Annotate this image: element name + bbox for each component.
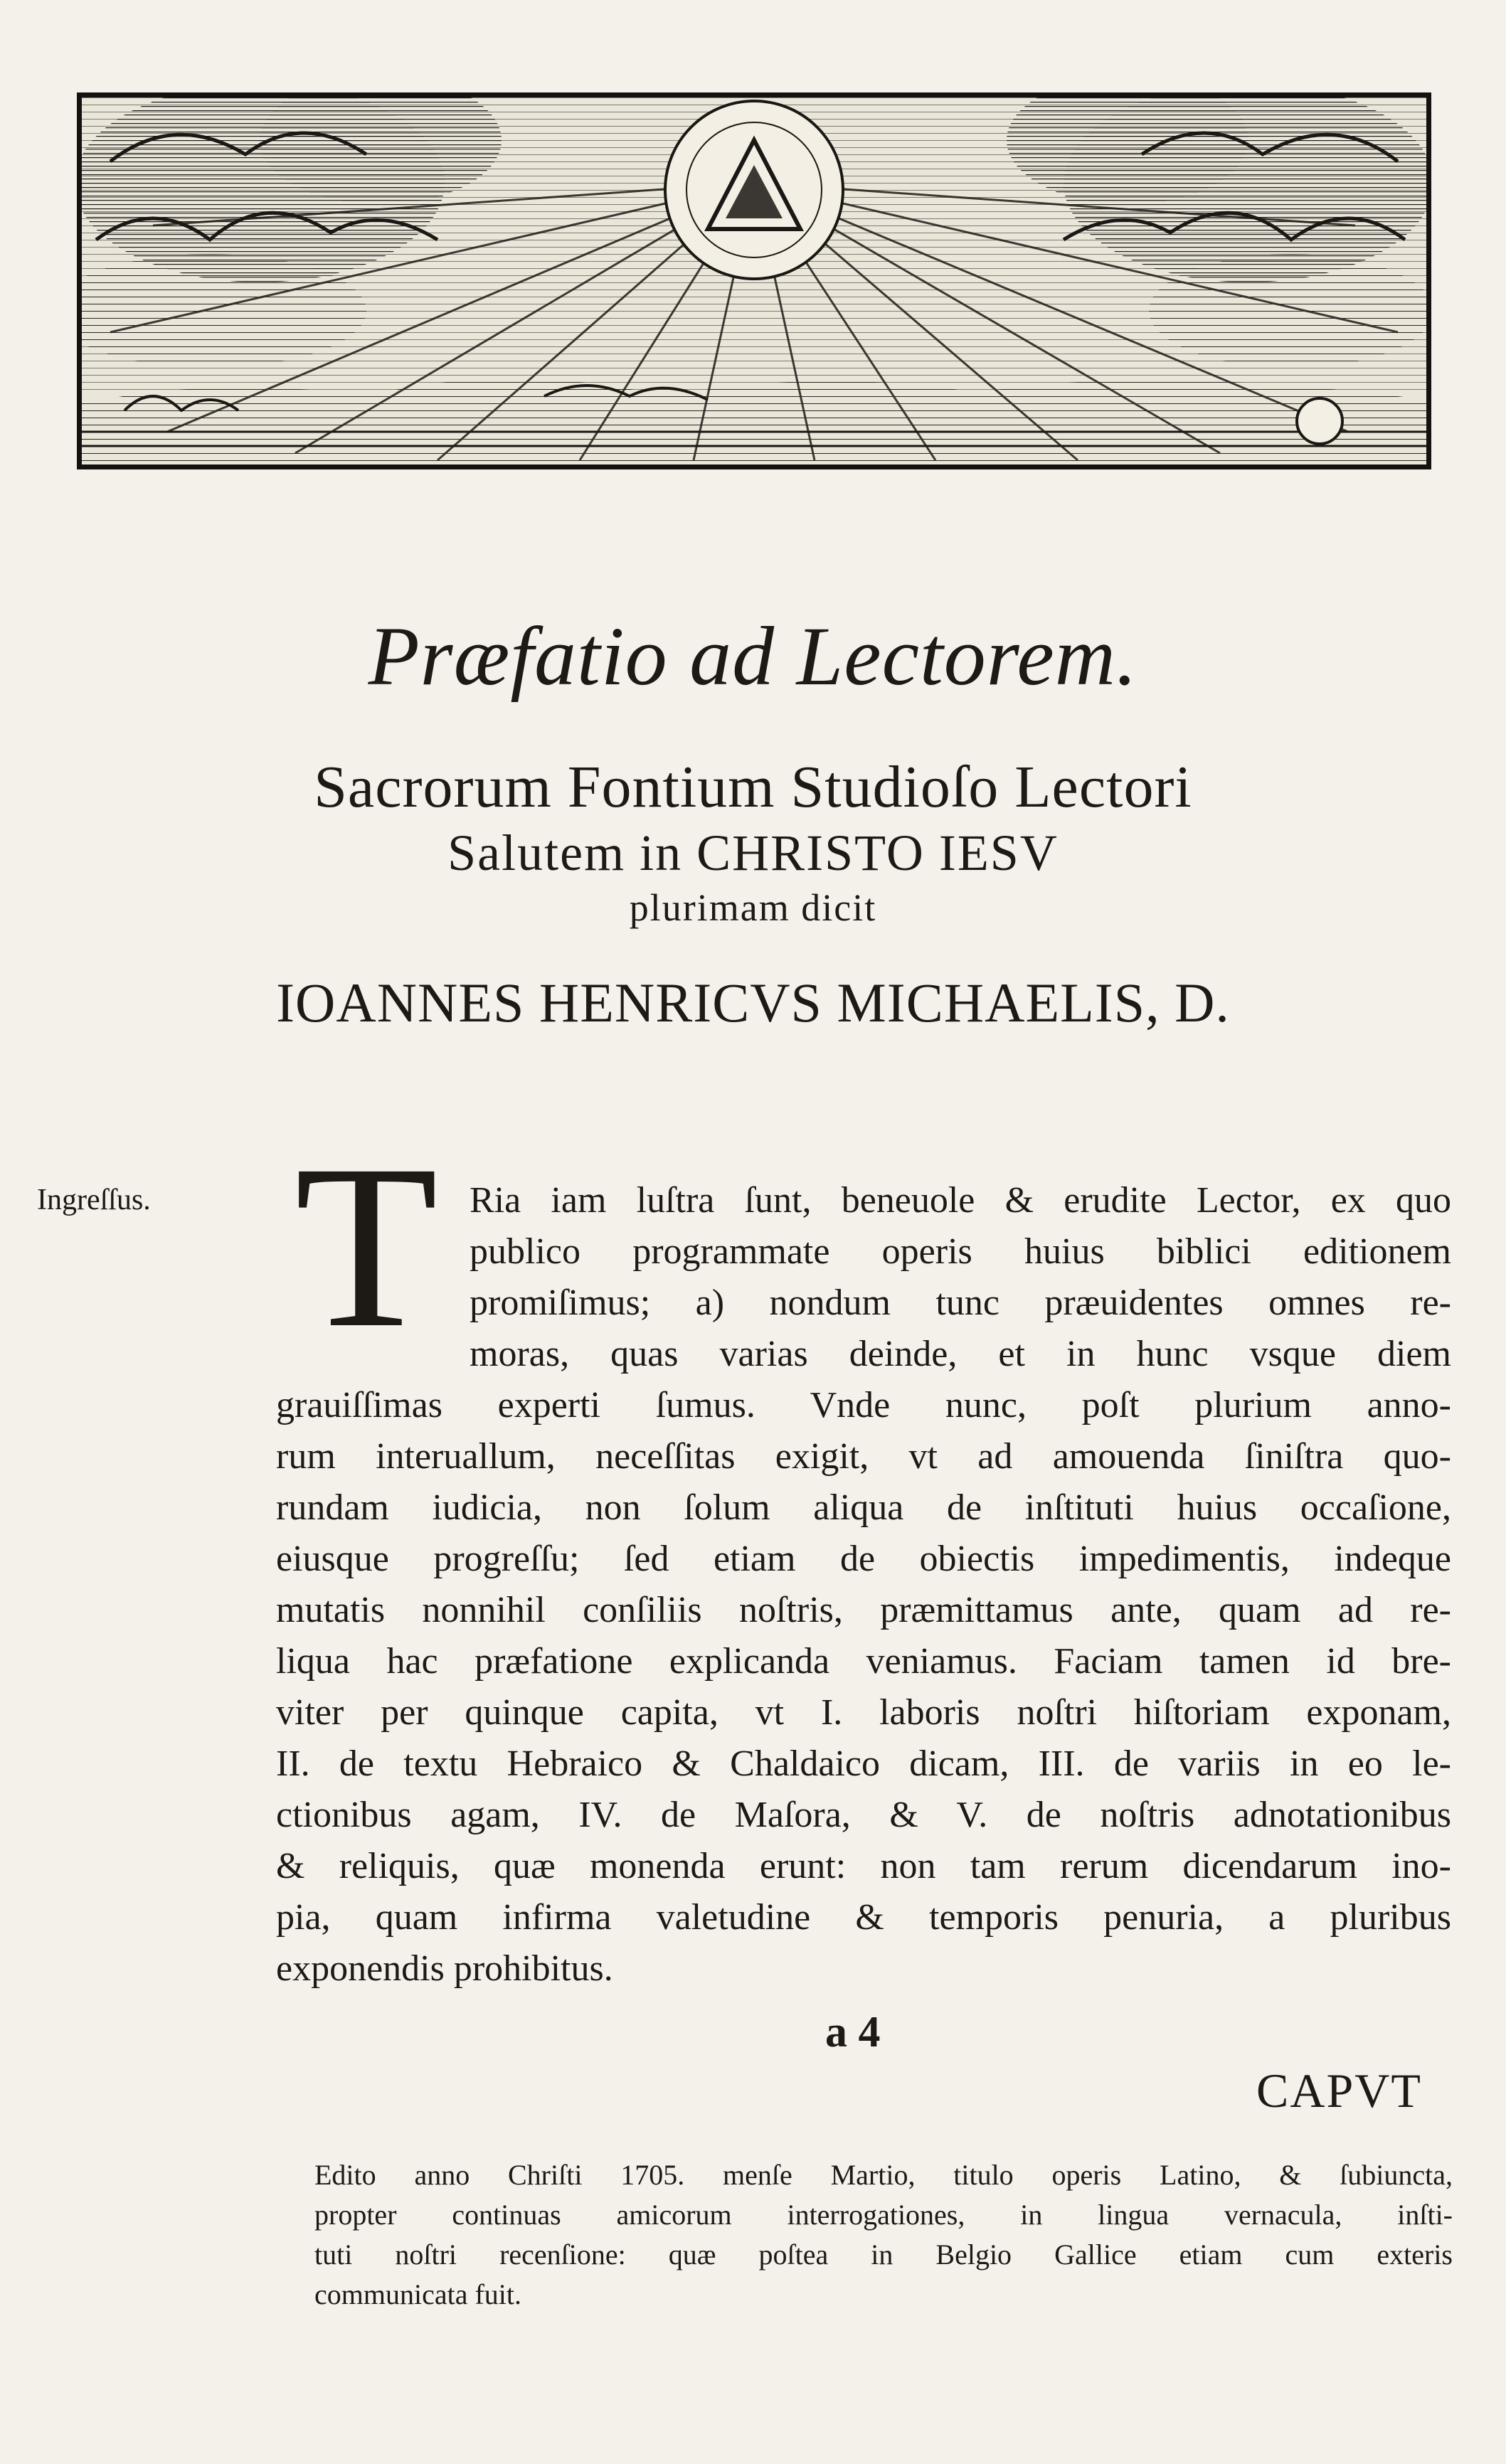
footnote-line: communicata fuit.: [314, 2278, 522, 2310]
catchword: CAPVT: [1256, 2064, 1422, 2118]
body-line: promiſimus; a) nondum tunc præuidentes omnes re-: [470, 1283, 1451, 1323]
body-line: & reliquis, quæ monenda erunt: non tam rerum dicendarum ino-: [276, 1846, 1451, 1886]
landscape: [82, 378, 1426, 464]
body-line: rundam iudicia, non ſolum aliqua de inſtituti huius occaſione,: [276, 1487, 1451, 1528]
body-line: II. de textu Hebraico & Chaldaico dicam, III. de variis in eo le-: [276, 1743, 1451, 1784]
body-line: rum interuallum, neceſſitas exigit, vt ad amouenda ſiniſtra quo-: [276, 1436, 1451, 1477]
body-line: ctionibus agam, IV. de Maſora, & V. de noſtris adnotationibus: [276, 1795, 1451, 1835]
body-line: mutatis nonnihil conſiliis noſtris, præmittamus ante, quam ad re-: [276, 1590, 1451, 1630]
footnote-line: Edito anno Chriſti 1705. menſe Martio, titulo operis Latino, & ſubiuncta,: [314, 2159, 1453, 2191]
drop-cap: T: [295, 1117, 438, 1376]
footnote-line: tuti noſtri recenſione: quæ poſtea in Belgio Gallice etiam cum exteris: [314, 2239, 1453, 2271]
body-line: exponendis prohibitus.: [276, 1948, 613, 1989]
woodcut-headpiece: [77, 92, 1431, 469]
body-line: moras, quas varias deinde, et in hunc vsque diem: [470, 1334, 1451, 1374]
body-line: eiusque progreſſu; ſed etiam de obiectis impedimentis, indeque: [276, 1539, 1451, 1579]
preface-body: [276, 1175, 1451, 1995]
woodcut-illustration: [82, 97, 1426, 464]
signature-mark: a 4: [825, 2008, 881, 2056]
glory-triangle-emblem: [665, 101, 843, 279]
salutation-line-2: Salutem in CHRISTO IESV: [447, 824, 1059, 881]
body-line: viter per quinque capita, vt I. laboris noſtri hiſtoriam exponam,: [276, 1692, 1451, 1733]
author-name: IOANNES HENRICVS MICHAELIS, D.: [276, 972, 1230, 1034]
body-line: grauiſſimas experti ſumus. Vnde nunc, poſt plurium anno-: [276, 1385, 1451, 1425]
margin-note: Ingreſſus.: [37, 1184, 151, 1216]
body-line: Ria iam luſtra ſunt, beneuole & erudite Lector, ex quo: [470, 1180, 1451, 1221]
body-line: publico programmate operis huius biblici editionem: [470, 1231, 1451, 1272]
salutation-line-3: plurimam dicit: [629, 886, 877, 929]
page-title: Præfatio ad Lectorem.: [368, 610, 1138, 703]
footnote-line: propter continuas amicorum interrogationes, in lingua vernacula, inſti-: [314, 2199, 1453, 2231]
footnote: [314, 2155, 1453, 2315]
body-line: liqua hac præfatione explicanda veniamus. Faciam tamen id bre-: [276, 1641, 1451, 1682]
body-line: pia, quam infirma valetudine & temporis penuria, a pluribus: [276, 1897, 1451, 1938]
salutation-line-1: Sacrorum Fontium Studioſo Lectori: [314, 754, 1192, 820]
